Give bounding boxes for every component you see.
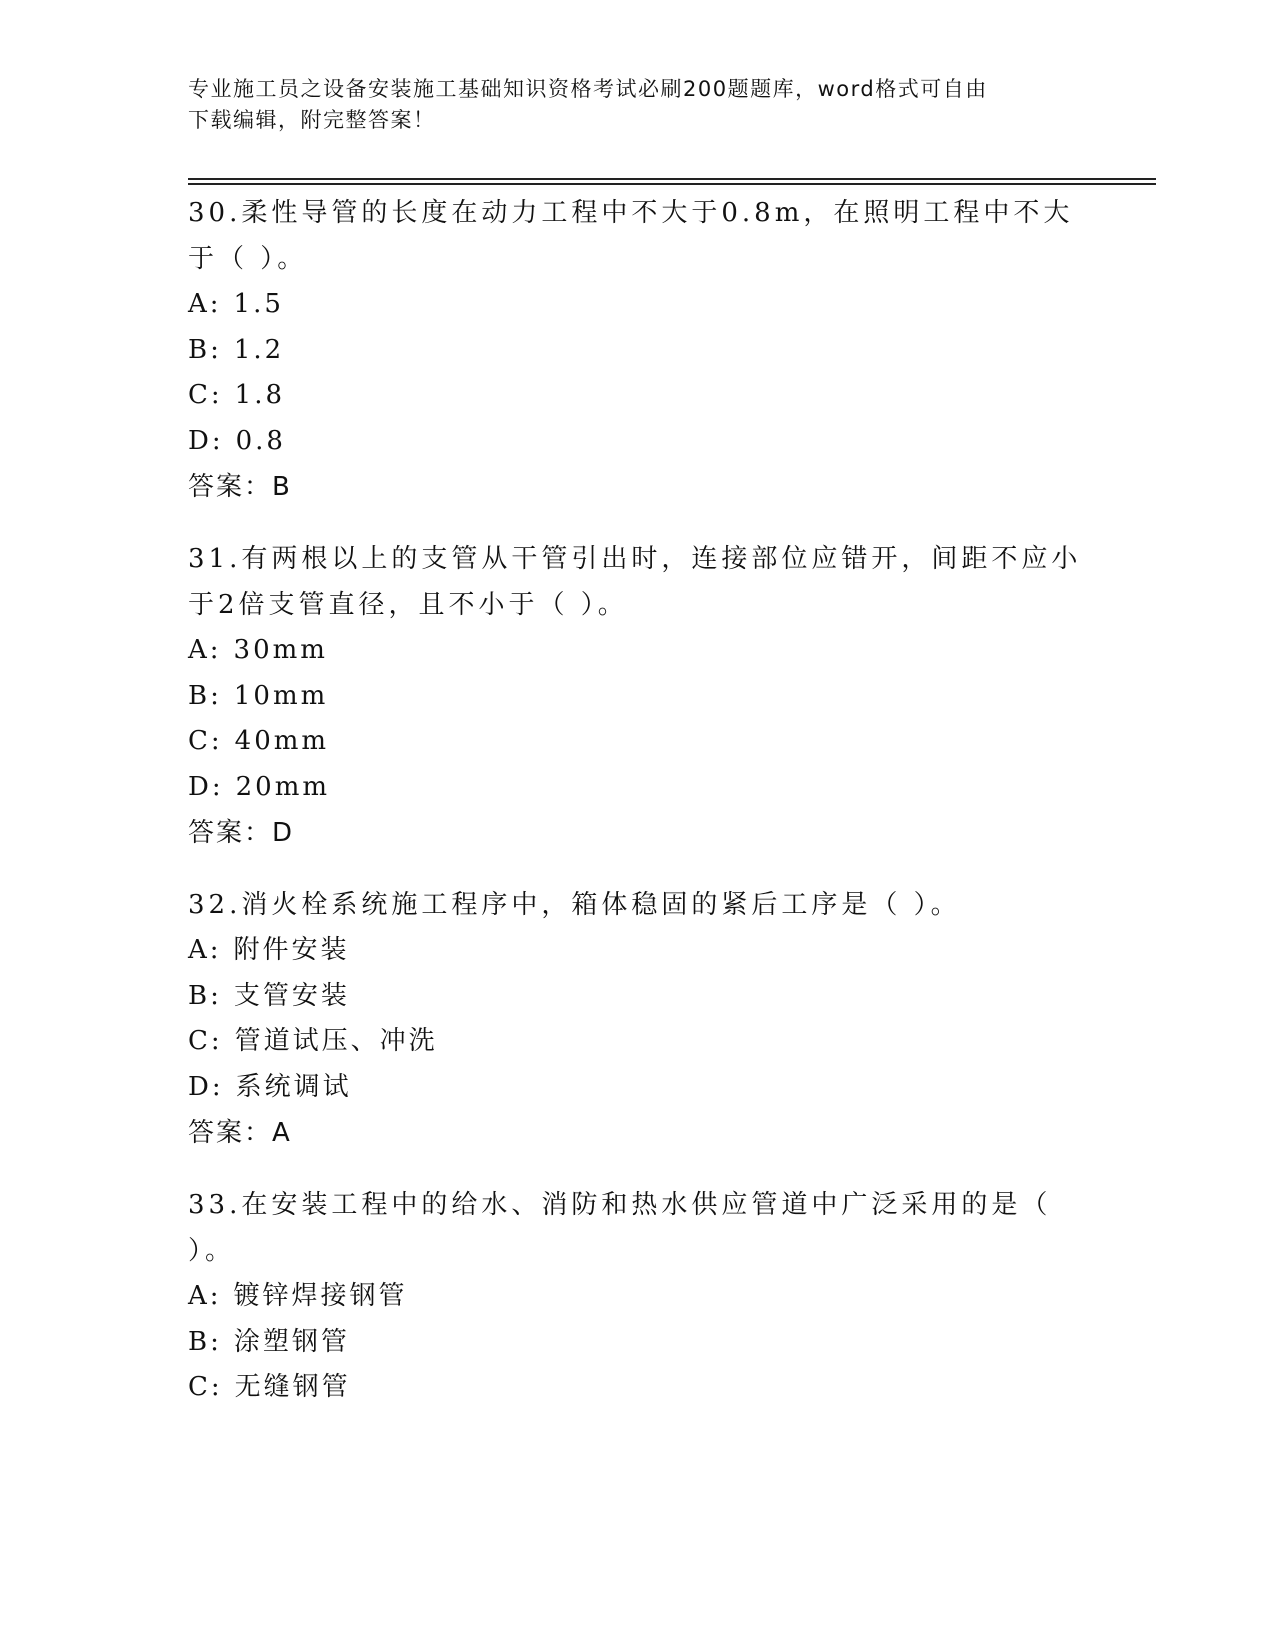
option-a (188, 928, 1088, 974)
option-value: 20mm (235, 771, 331, 802)
option-a (188, 1274, 1088, 1320)
option-value: 1.8 (234, 380, 286, 410)
option-value: 附件安装 (233, 935, 350, 965)
option-value: 管道试压、冲洗 (234, 1026, 438, 1056)
option-value: 0.8 (235, 425, 286, 456)
option-a (188, 282, 1088, 328)
option-a (188, 628, 1088, 674)
header-divider-bottom (188, 183, 1156, 185)
question-text: 31.有两根以上的支管从干管引出时，连接部位应错开，间距不应小于2倍支管直径，且不小于（ ）。 (188, 544, 1082, 620)
option-b (188, 974, 1088, 1020)
option-value: 1.5 (233, 289, 284, 319)
option-c (188, 1019, 1088, 1065)
option-value: 1.2 (233, 334, 285, 365)
answer-line: 答案：D (188, 818, 295, 848)
option-letter: B: (188, 680, 222, 711)
option-letter: D: (188, 425, 224, 456)
option-value: 10mm (233, 680, 329, 711)
option-b (188, 1320, 1088, 1366)
header-line-2: 下载编辑，附完整答案！ (188, 108, 436, 132)
question-list (188, 190, 1088, 1437)
option-value: 30mm (233, 635, 328, 665)
question-33 (188, 1182, 1088, 1411)
header-line-1: 专业施工员之设备安装施工基础知识资格考试必刷200题题库，word格式可自由 (188, 77, 988, 101)
option-b (188, 328, 1088, 374)
option-letter: C: (188, 1026, 223, 1056)
header-divider-top (188, 178, 1156, 180)
question-text: 32.消火栓系统施工程序中，箱体稳固的紧后工序是（ ）。 (188, 890, 961, 920)
option-d (188, 419, 1088, 465)
option-b (188, 674, 1088, 720)
question-32 (188, 882, 1088, 1156)
option-c (188, 719, 1088, 765)
option-letter: A: (188, 635, 222, 665)
option-c (188, 1365, 1088, 1411)
option-letter: D: (188, 771, 224, 802)
option-value: 系统调试 (235, 1071, 352, 1102)
question-31 (188, 536, 1088, 856)
question-30 (188, 190, 1088, 510)
option-letter: D: (188, 1071, 224, 1102)
option-value: 支管安装 (233, 980, 350, 1011)
document-header (188, 74, 1088, 136)
answer-line: 答案：A (188, 1118, 292, 1148)
option-letter: C: (188, 1372, 223, 1402)
option-value: 40mm (234, 726, 330, 756)
option-value: 镀锌焊接钢管 (233, 1281, 408, 1311)
question-text: 33.在安装工程中的给水、消防和热水供应管道中广泛采用的是（ ）。 (188, 1190, 1052, 1266)
option-letter: B: (188, 1326, 222, 1357)
option-letter: B: (188, 980, 222, 1011)
option-value: 涂塑钢管 (233, 1326, 350, 1357)
option-letter: A: (188, 1281, 222, 1311)
option-letter: B: (188, 334, 222, 365)
option-letter: A: (188, 935, 222, 965)
option-value: 无缝钢管 (234, 1372, 351, 1402)
question-text: 30.柔性导管的长度在动力工程中不大于0.8m，在照明工程中不大于（ ）。 (188, 198, 1074, 274)
option-letter: C: (188, 380, 223, 410)
option-d (188, 765, 1088, 811)
option-c (188, 373, 1088, 419)
option-letter: C: (188, 726, 223, 756)
answer-line: 答案：B (188, 472, 292, 502)
option-letter: A: (188, 289, 222, 319)
option-d (188, 1065, 1088, 1111)
